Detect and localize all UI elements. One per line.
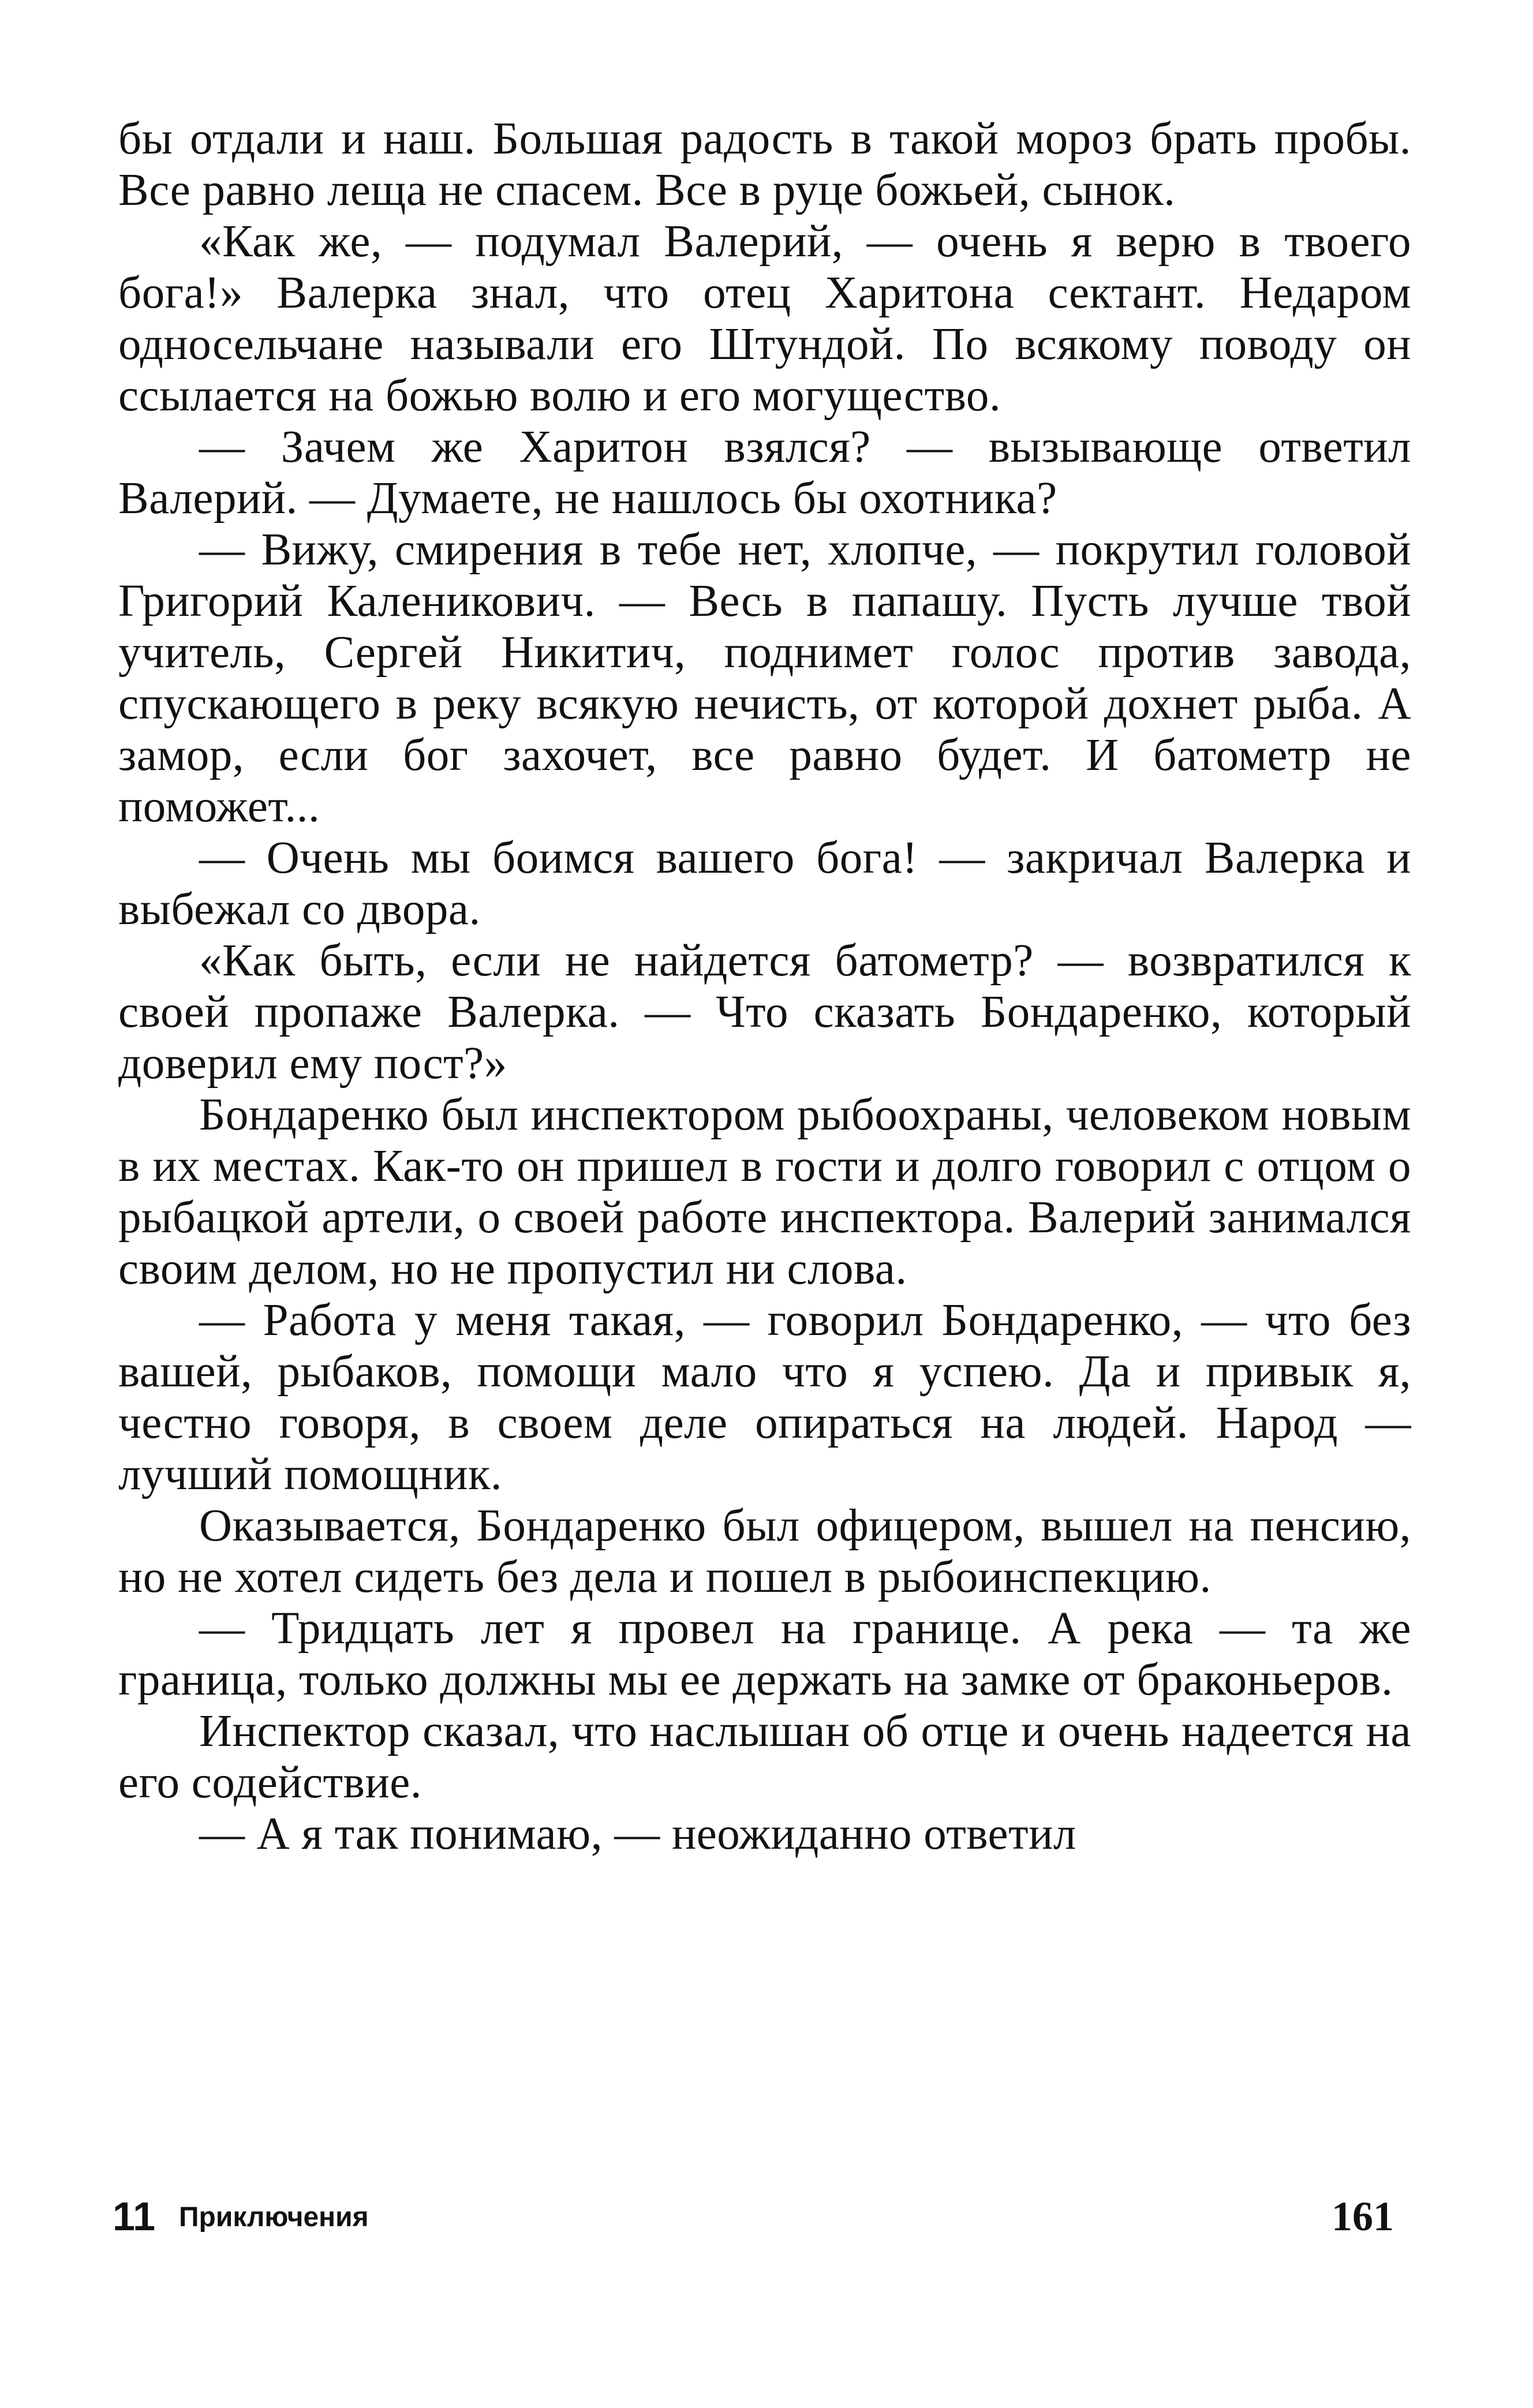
paragraph: — Работа у меня такая, — говорил Бондаренко, — что без вашей, рыбаков, помощи мало что я успею. Да и привык я, честно говоря, в своем деле опираться на людей. Народ — лучший помощник. <box>118 1295 1411 1500</box>
paragraph: — Очень мы боимся вашего бога! — закричал Валерка и выбежал со двора. <box>118 833 1411 934</box>
paragraph: Инспектор сказал, что наслышан об отце и очень надеется на его содействие. <box>118 1706 1411 1808</box>
paragraph: — А я так понимаю, — неожиданно ответил <box>199 1809 1076 1859</box>
paragraph: «Как же, — подумал Валерий, — очень я верю в твоего бога!» Валерка знал, что отец Харитона сектант. Недаром односельчане называли его Штундой. По всякому поводу он ссылается на божью волю и его могущество. <box>118 216 1411 421</box>
signature-number: 11 <box>113 2194 155 2239</box>
paragraph: — Зачем же Харитон взялся? — вызывающе ответил Валерий. — Думаете, не нашлось бы охотника? <box>118 422 1411 524</box>
paragraph: бы отдали и наш. Большая радость в такой мороз брать пробы. Все равно леща не спасем. Все в руце божьей, сынок. <box>118 114 1411 215</box>
signature-title: Приключения <box>179 2202 369 2233</box>
body-text <box>118 113 1411 1860</box>
paragraph: Бондаренко был инспектором рыбоохраны, человеком новым в их местах. Как-то он пришел в гости и долго говорил с отцом о рыбацкой артели, о своей работе инспектора. Валерий занимался своим делом, но не пропустил ни слова. <box>118 1090 1411 1294</box>
paragraph: — Тридцать лет я провел на границе. А река — та же граница, только должны мы ее держать на замке от браконьеров. <box>118 1603 1411 1705</box>
page-number: 161 <box>1332 2193 1394 2239</box>
paragraph: — Вижу, смирения в тебе нет, хлопче, — покрутил головой Григорий Каленикович. — Весь в папашу. Пусть лучше твой учитель, Сергей Никитич, поднимет голос против завода, спускающего в реку всякую нечисть, от которой дохнет рыба. А замор, если бог захочет, все равно будет. И батометр не поможет... <box>118 525 1411 832</box>
paragraph: Оказывается, Бондаренко был офицером, вышел на пенсию, но не хотел сидеть без дела и пошел в рыбоинспекцию. <box>118 1501 1411 1602</box>
page-footer <box>113 2193 1417 2251</box>
paragraph: «Как быть, если не найдется батометр? — возвратился к своей пропаже Валерка. — Что сказать Бондаренко, который доверил ему пост?» <box>118 936 1411 1089</box>
